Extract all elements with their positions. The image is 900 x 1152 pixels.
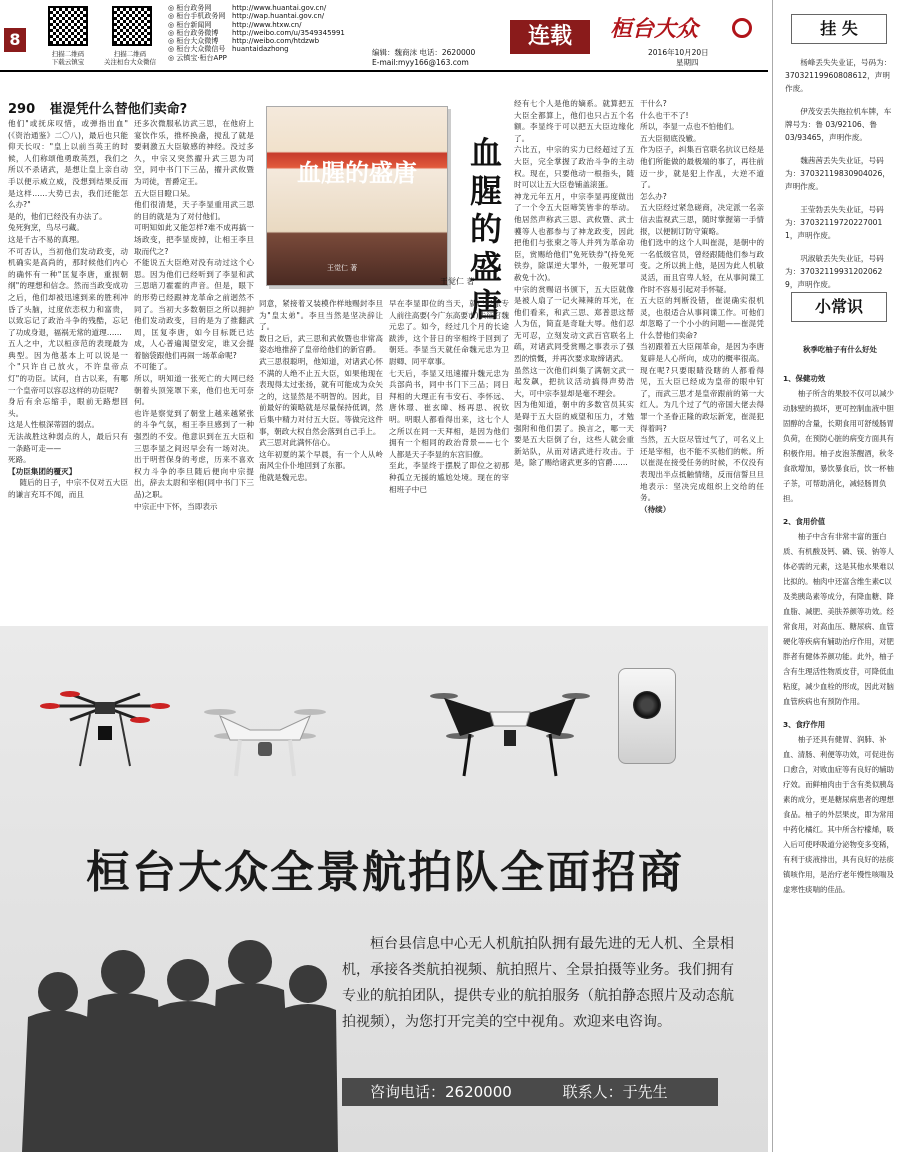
tips-paragraph: 柚子所含的果胶不仅可以减少动脉壁的损坏，更可控制血液中胆固醇的含量，长期食用可舒缓肠胃负荷，在预防心脏的病变方面具有积极作用。柚子皮泡茶醒酒，秋冬食欲增加，暴饮暴食后，饮一杯柚子茶，可帮助消化，减轻肠胃负担。 [783, 389, 894, 503]
text-column-5 [514, 98, 634, 612]
subheading: 【功臣集团的覆灭】 [8, 466, 77, 476]
service-item: ◎ 桓台政务微博 [168, 28, 219, 37]
email-line[interactable]: E-mail:myy166@163.com [372, 58, 469, 67]
service-item: ◎ 桓台大众微博 [168, 37, 219, 46]
cover-title: 血腥的盛唐 [297, 158, 417, 187]
book-cover-image [266, 106, 448, 286]
tips-paragraph: 柚子还具有健胃、润肺、补血、清肠、利便等功效，可促进伤口愈合，对败血症等有良好的辅助疗效。而鲜柚肉由于含有类似胰岛素的成分，更是糖尿病患者的理想食品。柚子的外层果皮，即为常用中药化橘红。其中所含柠檬烯，吸入后可使呼吸道分泌物变多变稀，有利于痰液排出，具有良好的祛痰镇咳作用，是治疗老年慢性咳喘及虚寒性痰喘的佳品。 [783, 735, 894, 894]
qr-code-app[interactable] [48, 6, 88, 46]
lost-notice-item: 魏茜茜丢失失业证，号码为：37032119830904026，声明作废。 [785, 156, 890, 191]
team-silhouette-image [18, 922, 338, 1152]
url-link[interactable]: http://wap.huantai.gov.cn/ [232, 12, 325, 21]
service-item: ◎ 桓台政务网 [168, 4, 212, 12]
brand-icon [732, 18, 752, 38]
book-title-vertical: 血腥的盛唐 [469, 134, 502, 324]
masthead [0, 0, 768, 72]
panoramic-camera-image [618, 668, 676, 764]
tips-subheading: 1、保健功效 [783, 374, 826, 383]
lost-notice-item: 伊茂安丢失拖拉机车牌，车牌号为：鲁 03/92106、鲁 03/93465，声明作废。 [785, 107, 892, 142]
column-body: 经有七个人是他的嫡系。就算把五大臣全都算上，他们也只占五个名额。李显终于可以把五大臣边缘化了。 六比五，中宗的实力已经超过了五大臣，完全掌握了政治斗争的主动权。现在，只要他动一根指头，随时可以让五大臣卷铺盖滚蛋。 神龙元年五月，中宗李显再度做出了一个令五大臣啼笑皆非的举动。他居然声称武三思、武攸暨、武士彟等人也都参与了神龙政变，因此把他们与张柬之等人并列为革命功臣，赏赐给他们"免死铁券"(持免死铁券，除谋逆大罪外，一般死罪可赦免十次)。 中宗的赏赐诏书颁下，五大臣就像是被人扇了一记火辣辣的耳光，在他们看来，和武三思、郑普思这帮人为伍，简直是奇耻大辱。他们忍无可忍，立刻发动文武百官联名上疏，对诸武同受赏赐之事表示了强烈的愤慨，并再次要求取缔诸武。 虽然这一次他们纠集了满朝文武一起发飙，把抗议活动搞得声势浩大，可中宗李显却是毫不理会。 因为他知道，朝中的多数官员其实是碍于五大臣的威望和压力，才勉强附和他们罢了。换言之，哪一天要是五大臣倒了台，这些人就会重新站队，从而对诸武进行攻击。于是，除了赐给诸武更多的官爵…… [514, 99, 634, 468]
cover-author: 王觉仁 著 [327, 264, 358, 272]
ad-contact-bar [342, 1078, 718, 1106]
text-column-1 [8, 118, 128, 612]
tips-title: 秋季吃柚子有什么好处 [803, 345, 877, 354]
service-item: ◎ 桓台大众微信号 [168, 45, 226, 54]
to-be-continued: （待续） [640, 504, 671, 514]
service-item: ◎ 桓台新闻网 [168, 20, 212, 29]
url-link[interactable]: http://www.huantai.gov.cn/ [232, 4, 327, 12]
editor-line: 编辑：魏商沫 电话：2620000 [372, 48, 476, 57]
column-tail: 随后的日子，中宗不仅对五大臣的谦言充耳不闻，而且 [8, 478, 128, 499]
brand-logo: 桓台大众 [610, 16, 699, 42]
advertisement [0, 626, 768, 1152]
column-body: 他们"或抚床叹惜，或弹指出血"(《资治通鉴》二〇八)，最后也只能仰天长叹："皇上以前当英王的时候，人们称颂他勇敢英烈，我们之所以不杀诸武，是想让皇上亲自动手以便示威立威，没想到结果反而是这样……大势已去，我们还能怎么办?" 是的，他们已经没有办法了。 兔死狗烹，鸟尽弓藏。 这是千古不易的真理。 不可否认，当初他们发动政变，动机确实是高尚的，那时候他们内心的确怀有一种"匡复李唐，重振朝纲"的理想和信念。然而当政变成功之后，他们却被迅速到来的胜利冲昏了头脑，过度依恋权力和富贵，以致忘记了政治斗争的残酷，忘记了功成身退，福祸无常的道理…… 五人之中，尤以桓彦范的表现最为典型。因为他基本上可以说是一个"只许自己放火，不许皇帝点灯"的功臣。试问，自古以来，有哪一个皇帝可以容忍这样的功臣呢? 身后有余忘缩手，眼前无路想回头。 这是人性根深蒂固的弱点。 无法战胜这种弱点的人，最后只有一条路可走—— 死路。 [8, 119, 128, 465]
lost-notice-item: 巩淑敏丢失失业证，号码为：37032119931202062 9，声明作废。 [785, 254, 884, 289]
text-column-3 [259, 298, 383, 612]
text-column-6 [640, 98, 764, 612]
ad-contact-person: 联系人：于先生 [562, 1083, 668, 1101]
qr2-caption: 扫描二维码 关注桓台大众微信 [104, 50, 156, 66]
byline: 王觉仁 著 [440, 277, 475, 286]
tips-paragraph: 柚子中含有非常丰富的蛋白质、有机酸及钙、磷、镁、钠等人体必需的元素，这是其他水果难以比拟的。柚肉中还富含维生素C以及类胰岛素等成分，有降血糖、降血脂、减肥、美肤养颜等功效。经常食用，对高血压、糖尿病、血管硬化等疾病有辅助治疗作用，对肥胖者有健体养颜功能。此外，柚子含有生理活性物质皮苷，可降低血粘度，减少血栓的形成，因此对脑血管疾病也有预防作用。 [783, 532, 894, 706]
lost-notice-list [785, 56, 897, 301]
hexacopter-drone-image [40, 686, 170, 776]
article-headline: 崔湜凭什么替他们卖命? [49, 102, 188, 117]
right-sidebar [772, 0, 900, 1152]
camera-lens-icon [633, 691, 661, 719]
qr-code-wechat[interactable] [112, 6, 152, 46]
serial-article [0, 94, 768, 614]
url-link[interactable]: http://weibo.com/htdzwb [232, 37, 320, 46]
text-column-2 [134, 118, 254, 612]
page-number: 8 [4, 28, 26, 52]
article-title [8, 98, 197, 117]
column-body: 还多次微服私访武三思，在他府上宴饮作乐，推杯换盏，搅乱了就是要刺激五大臣敏感的神经。没过多久，中宗又突然擢升武三思为司空，同中书门下三品，擢升武攸暨为司徒，晋爵定王。 五大臣目瞪口呆。 他们很清楚，天子李显重用武三思的目的就是为了对付他们。 可明知如此又能怎样?难不成再搞一场政变，把李显废掉，让相王李旦取而代之? 不能说五大臣绝对没有动过这个心思。因为他们已经听到了李显和武三思暗刀霍霍的声音。但是，眼下的形势已经跟神龙革命之前迥然不同了。当初大多数朝臣之所以拥护他们发动政变，目的是为了推翻武周，匡复李唐，如今目标既已达成，人心普遍渴望安定，谁又会提着脑袋跟他们再闹一场革命呢? 不可能了。 所以，明知道一张死亡的大网已经朝着头顶笼罩下来，他们也无可奈何。 也许是察觉到了朝堂上越来越紧张的斗争气氛，相王李旦感到了一种强烈的不安。他意识到在五大臣和三思李显之间迟早会有一场对决。出于明哲保身的考虑，历来不喜欢权力斗争的李旦随后便向中宗提出，辞去太尉和宰相(同中书门下三品)之职。 中宗正中下怀，当即表示 [134, 119, 254, 511]
editor-info [372, 48, 475, 68]
service-list [168, 4, 227, 62]
tips-subheading: 3、食疗作用 [783, 720, 826, 729]
qr1-caption: 扫描二维码 下载云镇宝 [51, 50, 85, 66]
url-link[interactable]: http://www.htxw.cn/ [232, 20, 302, 29]
tips-heading: 小常识 [791, 292, 887, 322]
column-body: 干什么? 什么也干不了! 所以，李显一点也不怕他们。 五大臣彻底没辙。 作为臣子，纠集百官联名抗议已经是他们所能做的最极端的事了，再往前迈一步，就是犯上作乱，大逆不道了。 怎么办? 五大臣经过紧急磋商，决定派一名亲信去监视武三思，随时掌握第一手情报，以便制订防守策略。 他们选中的这个人叫崔湜，是朝中的一名低级官员，曾经跟随他们参与政变。之所以挑上他，是因为此人机敏灵活，而且官卑人轻，在从事间谍工作时不容易引起对手怀疑。 五大臣的判断没错，崔湜确实很机灵，也很适合从事间谍工作。可他们却忽略了一个小小的问题——崔湜凭什么替他们卖命? 当初跟着五大臣闹革命，是因为李唐复辟是人心所向，成功的概率很高。现在呢?只要眼睛没瞎的人都看得见，五大臣已经成为皇帝的眼中钉了，而武三思才是皇帝跟前的第一大红人。为几个过了气的帝国大佬去得罪一个圣眷正隆的政坛新宠，崔湜犯得着吗? 当然，五大臣尽管过气了，可名义上还是宰相，也不能不买他们的帐。所以崔湜在接受任务的时候，不仅没有表现出半点抵触情绪，反而信誓旦旦地表示：坚决完成组织上交给的任务。 [640, 99, 764, 503]
url-link: huantaidazhong [232, 45, 289, 54]
inspire-drone-image [430, 676, 590, 786]
weekday-line: 星期四 [676, 58, 699, 67]
url-link[interactable]: http://weibo.com/u/3549345991 [232, 28, 345, 37]
ad-body-text: 桓台县信息中心无人机航拍队拥有最先进的无人机、全景相机，承接各类航拍视频、航拍照片、全景拍摄等业务。我们拥有专业的航拍团队，提供专业的航拍服务（航拍静态照片及动态航拍视频），为您打开完美的空中视角。欢迎来电咨询。 [342, 936, 734, 1030]
tips-article [783, 342, 897, 897]
article-number: 290 [8, 102, 36, 117]
ad-phone[interactable]: 咨询电话：2620000 [370, 1083, 512, 1101]
ad-headline: 桓台大众全景航拍队全面招商 [86, 847, 684, 898]
section-tag: 连载 [510, 20, 590, 54]
tips-subheading: 2、食用价值 [783, 517, 826, 526]
text-column-4 [389, 298, 509, 612]
column-body: 早在李显即位的当天，就已经派专人前往高要(今广东高要市)去征召魏元忠了。如今，经过几个月的长途跋涉，这个昔日的宰相终于回到了朝廷。李显当天就任命魏元忠为卫尉卿、同平章事。 七天后，李显又迅速擢升魏元忠为兵部尚书，同中书门下三品；同日拜相的大理正有韦安石、李怀远、唐休璟、崔玄暐、杨再思、祝钦明。明眼人都看得出来，这七个人之所以在同一天拜相，是因为他们拥有一个相同的政治背景——七个人都是天子李显的东宫旧僚。 至此，李显终于摆脱了即位之初那种孤立无援的尴尬处境。现在的宰相班子中已 [389, 299, 509, 494]
service-item: ◎ 桓台手机政务网 [168, 12, 226, 21]
service-item: ◎ 云镇宝·桓台APP [168, 53, 227, 62]
url-list [232, 4, 345, 54]
lost-notice-item: 杨峰丢失失业证，号码为：37032119960808612，声明作废。 [785, 58, 892, 93]
column-body: 同意，紧接着又装模作样地赐封李旦为"皇太弟"。李旦当然是坚决辞让了。 数日之后，武三思和武攸暨也非常高姿态地推辞了皇帝给他们的新官爵。 武三思很聪明，他知道，对诸武心怀不满的人绝不止五大臣，如果他现在表现得太过张扬，就有可能成为众矢之的，这显然是不明智的。因此，目前最好的策略就是尽量保持低调，然后集中精力对付五大臣。等做完这件事，朝政大权自然会落到自己手上。 武三思对此满怀信心。 这年初夏的某个早晨，有一个人从岭南风尘仆仆地回到了东都。 他就是魏元忠。 [259, 299, 383, 482]
date-line: 2016年10月20日 [648, 48, 709, 57]
lost-notice-heading: 挂 失 [791, 14, 887, 44]
quadcopter-drone-image [200, 696, 330, 786]
issue-date [648, 48, 709, 68]
lost-notice-item: 王莹勃丢失失业证，号码为：37032119720227001 1，声明作废。 [785, 205, 884, 240]
